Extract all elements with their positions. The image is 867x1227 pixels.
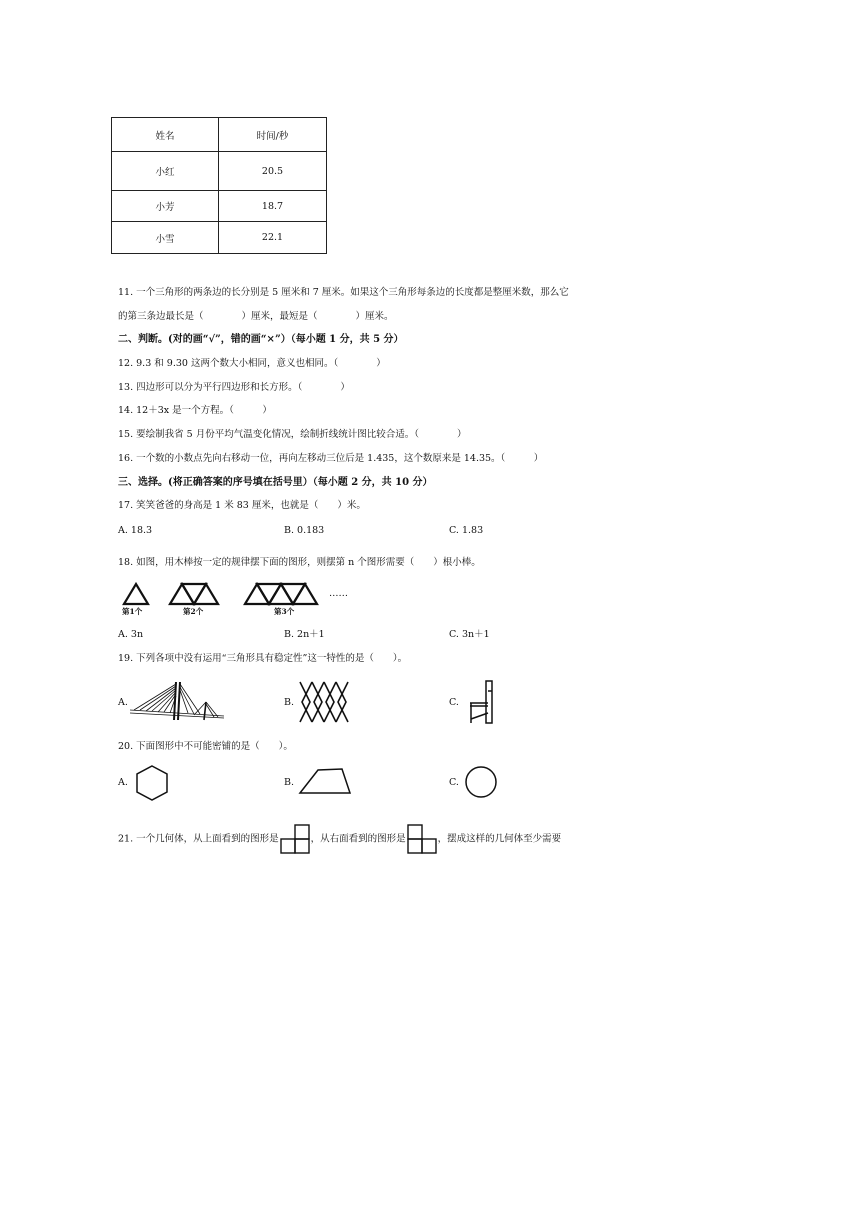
table-cell: 小红 <box>112 152 219 191</box>
q18-option-c: C. 3n＋1 <box>449 629 490 640</box>
question-15: 15. 要绘制我省 5 月份平均气温变化情况，绘制折线统计图比较合适。（ ） <box>118 429 467 440</box>
section-3-heading: 三、选择。(将正确答案的序号填在括号里）（每小题 2 分，共 10 分） <box>118 477 433 488</box>
triangle-2b <box>182 584 206 604</box>
question-11-line1: 11. 一个三角形的两条边的长分别是 5 厘米和 7 厘米。如果这个三角形每条边的长度都是整厘米数，那么它 <box>118 287 569 298</box>
q18-option-b: B. 2n＋1 <box>284 629 325 640</box>
q20-option-a: A. <box>118 777 128 788</box>
table-row <box>112 191 327 222</box>
table-cell: 18.7 <box>219 191 327 222</box>
question-19: 19. 下列各项中没有运用“三角形具有稳定性”这一特性的是（ ）。 <box>118 653 408 664</box>
table-header-cell: 姓名 <box>112 118 219 152</box>
triangle-3c <box>269 584 293 604</box>
triangle-3a <box>245 584 269 604</box>
hexagon-icon <box>135 764 169 802</box>
table-row <box>112 152 327 191</box>
trapezoid-icon <box>298 766 352 796</box>
table-cell: 20.5 <box>219 152 327 191</box>
q18-option-a: A. 3n <box>118 629 144 640</box>
question-16: 16. 一个数的小数点先向右移动一位，再向左移动三位后是 1.435，这个数原来是 14.35。（ ） <box>118 453 544 464</box>
question-20: 20. 下面图形中不可能密铺的是（ ）。 <box>118 741 293 752</box>
question-18: 18. 如图，用木棒按一定的规律摆下面的图形，则摆第 n 个图形需要（ ）根小棒。 <box>118 557 481 568</box>
triangle-3e <box>293 584 317 604</box>
triangle-2a <box>170 584 194 604</box>
table-cell: 22.1 <box>219 222 327 254</box>
cable-bridge-icon <box>128 680 226 722</box>
figure-ellipsis: …… <box>329 588 348 599</box>
q19-option-a: A. <box>118 697 128 708</box>
question-17: 17. 笑笑爸爸的身高是 1 米 83 厘米，也就是（ ）米。 <box>118 500 366 511</box>
chair-icon <box>466 679 498 725</box>
q21-text-2: ，从右面看到的图形是 <box>310 833 406 845</box>
stick-triangles-figure <box>116 580 356 620</box>
figure-label-2: 第2个 <box>183 607 204 616</box>
question-21 <box>118 823 561 856</box>
q20-option-c: C. <box>449 777 459 788</box>
table-cell: 小芳 <box>112 191 219 222</box>
q20-option-b: B. <box>284 777 295 788</box>
time-table <box>111 117 327 254</box>
figure-label-1: 第1个 <box>122 607 143 616</box>
triangle-1a <box>124 584 148 604</box>
question-14: 14. 12＋3x 是一个方程。（ ） <box>118 405 272 416</box>
q19-option-c: C. <box>449 697 459 708</box>
question-13: 13. 四边形可以分为平行四边形和长方形。（ ） <box>118 382 350 393</box>
question-11-line2: 的第三条边最长是（ ）厘米，最短是（ ）厘米。 <box>118 311 394 322</box>
table-header-row <box>112 118 327 152</box>
lattice-gate-icon <box>298 680 350 724</box>
triangle-3d <box>281 584 305 604</box>
triangle-2c <box>194 584 218 604</box>
question-12: 12. 9.3 和 9.30 这两个数大小相同，意义也相同。（ ） <box>118 358 386 369</box>
triangle-3b <box>257 584 281 604</box>
table-header-cell: 时间/秒 <box>219 118 327 152</box>
table-row <box>112 222 327 254</box>
q19-option-b: B. <box>284 697 295 708</box>
figure-label-3: 第3个 <box>274 607 295 616</box>
q21-text-3: ，摆成这样的几何体至少需要 <box>437 833 562 845</box>
q17-option-b: B. 0.183 <box>284 525 325 536</box>
top-view-figure <box>279 823 311 855</box>
table-cell: 小雪 <box>112 222 219 254</box>
q17-option-c: C. 1.83 <box>449 525 484 536</box>
q17-option-a: A. 18.3 <box>118 525 153 536</box>
q21-text-1: 21. 一个几何体，从上面看到的图形是 <box>118 833 279 845</box>
right-view-figure <box>406 823 438 855</box>
section-2-heading: 二、判断。(对的画“√”，错的画“×”）（每小题 1 分，共 5 分） <box>118 334 404 345</box>
circle-icon <box>464 765 498 799</box>
